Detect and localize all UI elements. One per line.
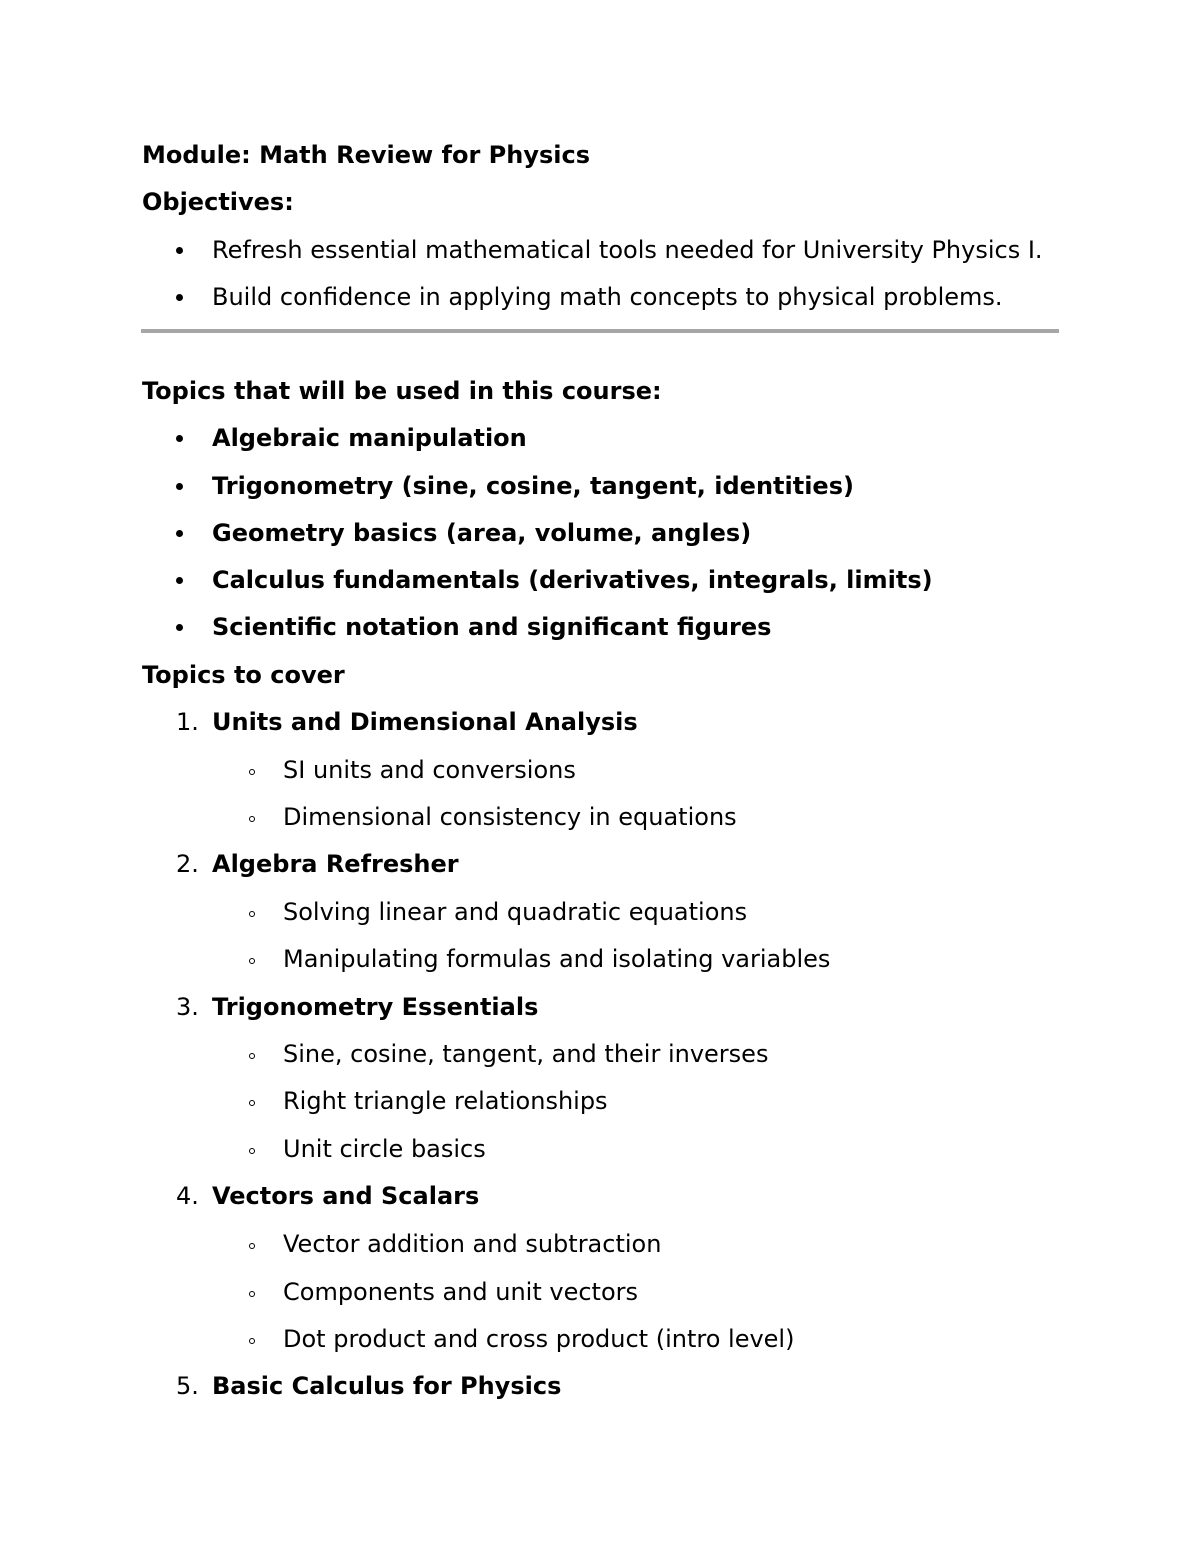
section-number: 1. bbox=[176, 708, 199, 736]
section-subitem bbox=[0, 1132, 1200, 1166]
objectives-heading-line bbox=[0, 185, 1200, 219]
circle-bullet-icon bbox=[249, 1338, 255, 1344]
subitem-text: Right triangle relationships bbox=[283, 1087, 608, 1115]
circle-bullet-icon bbox=[249, 1053, 255, 1059]
subitem-text: Unit circle basics bbox=[283, 1135, 486, 1163]
section-subitem bbox=[0, 800, 1200, 834]
topics-used-heading-line bbox=[0, 374, 1200, 408]
topic-used-item bbox=[0, 563, 1200, 597]
topics-to-cover-heading: Topics to cover bbox=[142, 661, 345, 689]
section-number: 4. bbox=[176, 1182, 199, 1210]
objective-text: Refresh essential mathematical tools needed for University Physics I. bbox=[212, 236, 1043, 264]
topic-used-text: Algebraic manipulation bbox=[212, 424, 527, 452]
bullet-icon bbox=[176, 577, 183, 584]
topic-used-item bbox=[0, 469, 1200, 503]
objective-item bbox=[0, 233, 1200, 267]
section-subitem bbox=[0, 753, 1200, 787]
section-number: 3. bbox=[176, 993, 199, 1021]
module-title-line bbox=[0, 138, 1200, 172]
subitem-text: Sine, cosine, tangent, and their inverses bbox=[283, 1040, 769, 1068]
section-subitem bbox=[0, 1275, 1200, 1309]
objectives-heading: Objectives: bbox=[142, 188, 294, 216]
section-subitem bbox=[0, 942, 1200, 976]
bullet-icon bbox=[176, 530, 183, 537]
topics-used-heading: Topics that will be used in this course: bbox=[142, 377, 662, 405]
circle-bullet-icon bbox=[249, 958, 255, 964]
section-title: Units and Dimensional Analysis bbox=[212, 708, 638, 736]
section-subitem bbox=[0, 1227, 1200, 1261]
topic-used-item bbox=[0, 421, 1200, 455]
topic-used-text: Calculus fundamentals (derivatives, integrals, limits) bbox=[212, 566, 933, 594]
objective-item bbox=[0, 280, 1200, 314]
topic-used-item bbox=[0, 610, 1200, 644]
subitem-text: Components and unit vectors bbox=[283, 1278, 639, 1306]
topic-used-item bbox=[0, 516, 1200, 550]
section-title: Basic Calculus for Physics bbox=[212, 1372, 562, 1400]
section-title: Algebra Refresher bbox=[212, 850, 459, 878]
bullet-icon bbox=[176, 294, 183, 301]
subitem-text: Vector addition and subtraction bbox=[283, 1230, 662, 1258]
circle-bullet-icon bbox=[249, 911, 255, 917]
section-subitem bbox=[0, 1322, 1200, 1356]
section-subitem bbox=[0, 1037, 1200, 1071]
bullet-icon bbox=[176, 247, 183, 254]
section-number: 5. bbox=[176, 1372, 199, 1400]
bullet-icon bbox=[176, 483, 183, 490]
circle-bullet-icon bbox=[249, 1100, 255, 1106]
bullet-icon bbox=[176, 435, 183, 442]
subitem-text: Dimensional consistency in equations bbox=[283, 803, 737, 831]
subitem-text: Dot product and cross product (intro level) bbox=[283, 1325, 795, 1353]
module-title: Module: Math Review for Physics bbox=[142, 141, 590, 169]
objective-text: Build confidence in applying math concepts to physical problems. bbox=[212, 283, 1003, 311]
circle-bullet-icon bbox=[249, 1243, 255, 1249]
section-item bbox=[0, 1369, 1200, 1403]
section-subitem bbox=[0, 1084, 1200, 1118]
horizontal-divider bbox=[141, 329, 1059, 333]
subitem-text: Solving linear and quadratic equations bbox=[283, 898, 748, 926]
subitem-text: Manipulating formulas and isolating variables bbox=[283, 945, 831, 973]
topic-used-text: Trigonometry (sine, cosine, tangent, identities) bbox=[212, 472, 854, 500]
section-subitem bbox=[0, 895, 1200, 929]
topic-used-text: Geometry basics (area, volume, angles) bbox=[212, 519, 752, 547]
section-item bbox=[0, 990, 1200, 1024]
section-item bbox=[0, 705, 1200, 739]
section-item bbox=[0, 1179, 1200, 1213]
circle-bullet-icon bbox=[249, 1148, 255, 1154]
circle-bullet-icon bbox=[249, 769, 255, 775]
bullet-icon bbox=[176, 624, 183, 631]
topic-used-text: Scientific notation and significant figures bbox=[212, 613, 772, 641]
topics-to-cover-heading-line bbox=[0, 658, 1200, 692]
section-title: Vectors and Scalars bbox=[212, 1182, 480, 1210]
circle-bullet-icon bbox=[249, 816, 255, 822]
circle-bullet-icon bbox=[249, 1291, 255, 1297]
section-title: Trigonometry Essentials bbox=[212, 993, 539, 1021]
section-item bbox=[0, 847, 1200, 881]
section-number: 2. bbox=[176, 850, 199, 878]
subitem-text: SI units and conversions bbox=[283, 756, 576, 784]
